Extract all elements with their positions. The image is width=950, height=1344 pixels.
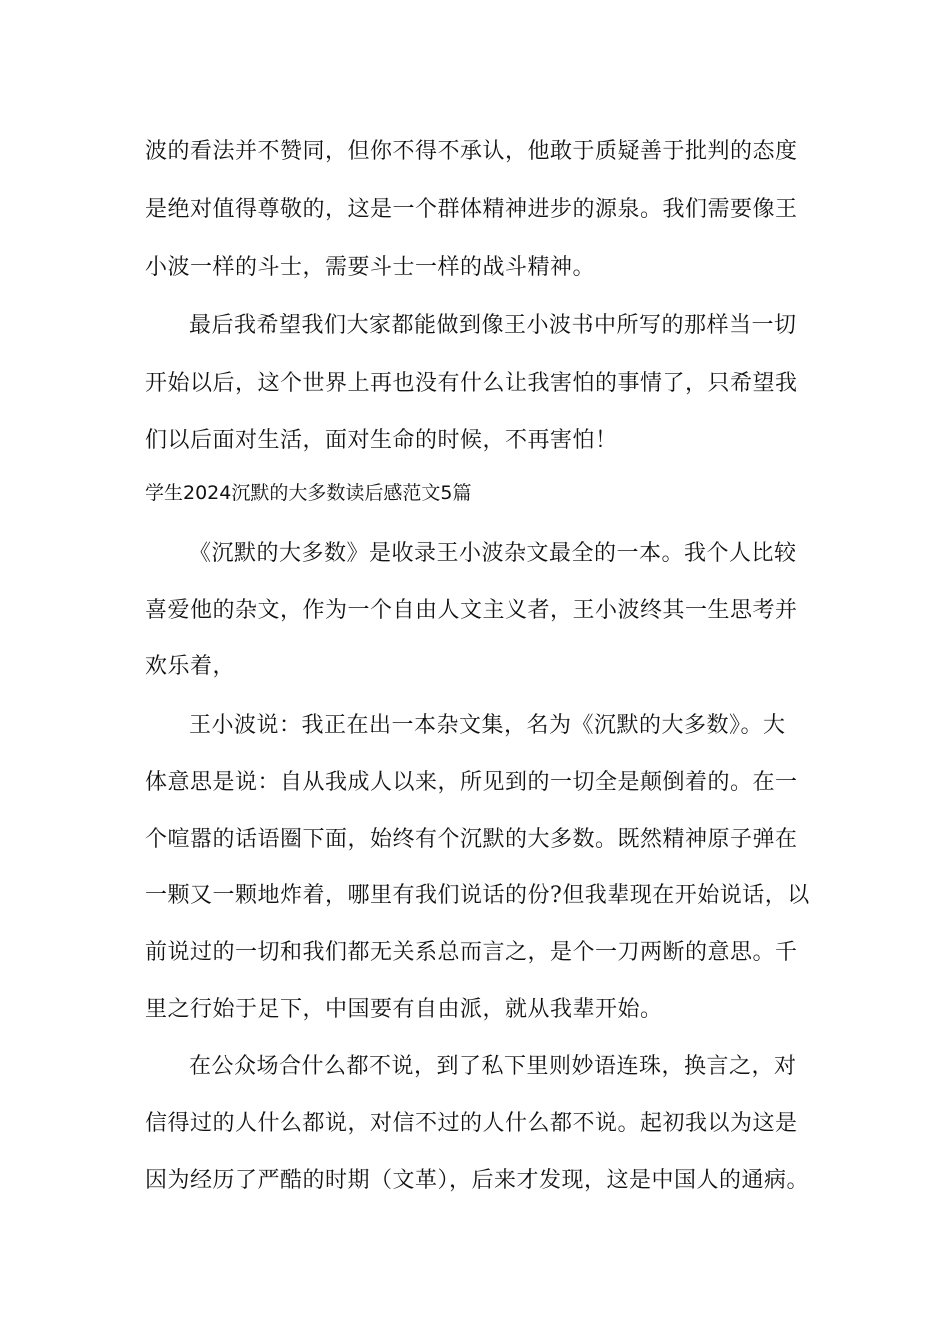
text-line: 信得过的人什么都说，对信不过的人什么都不说。起初我以为这是	[145, 1111, 798, 1136]
text-line: 在公众场合什么都不说，到了私下里则妙语连珠，换言之，对	[189, 1054, 797, 1079]
text-line: 们以后面对生活，面对生命的时候，不再害怕！	[145, 428, 618, 453]
text-line: 体意思是说：自从我成人以来，所见到的一切全是颠倒着的。在一	[145, 770, 798, 795]
text-line: 个喧嚣的话语圈下面，始终有个沉默的大多数。既然精神原子弹在	[145, 827, 798, 852]
text-line: 最后我希望我们大家都能做到像王小波书中所写的那样当一切	[189, 313, 797, 338]
text-line: 波的看法并不赞同，但你不得不承认，他敢于质疑善于批判的态度	[145, 139, 798, 164]
text-line: 王小波说：我正在出一本杂文集，名为《沉默的大多数》。大	[189, 713, 786, 738]
text-line: 开始以后，这个世界上再也没有什么让我害怕的事情了，只希望我	[145, 371, 798, 396]
text-line: 一颗又一颗地炸着，哪里有我们说话的份?但我辈现在开始说话，以	[145, 883, 810, 908]
text-line: 因为经历了严酷的时期（文革），后来才发现，这是中国人的通病。	[145, 1168, 810, 1193]
text-line: 前说过的一切和我们都无关系总而言之，是个一刀两断的意思。千	[145, 940, 798, 965]
text-line: 《沉默的大多数》是收录王小波杂文最全的一本。我个人比较	[189, 541, 797, 566]
text-line: 是绝对值得尊敬的，这是一个群体精神进步的源泉。我们需要像王	[145, 197, 798, 222]
text-line: 喜爱他的杂文，作为一个自由人文主义者，王小波终其一生思考并	[145, 598, 798, 623]
text-line: 里之行始于足下，中国要有自由派，就从我辈开始。	[145, 997, 663, 1022]
section-heading: 学生2024沉默的大多数读后感范文5篇	[145, 482, 472, 504]
text-line: 欢乐着，	[145, 654, 236, 679]
text-line: 小波一样的斗士，需要斗士一样的战斗精神。	[145, 255, 596, 280]
